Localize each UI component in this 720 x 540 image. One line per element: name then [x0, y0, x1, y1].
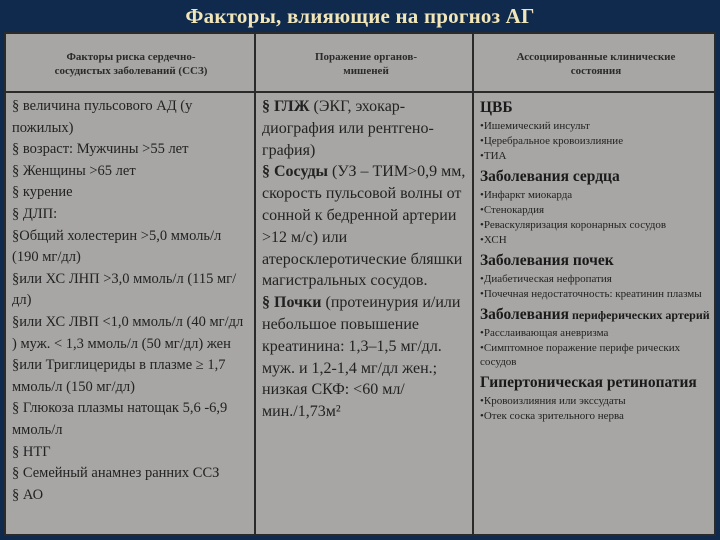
header-associated-conditions: Ассоциированные клинические состояния: [516, 51, 676, 77]
header-risk-factors: Факторы риска сердечно-сосудистых заболеваний (ССЗ): [54, 51, 208, 77]
list-item: •Расслаивающая аневризма: [480, 327, 609, 339]
section-heading: Заболевания сердца: [480, 168, 620, 185]
section-heading: [480, 305, 712, 325]
list-item: •Стенокардия: [480, 204, 545, 216]
item-heading: § Сосуды: [262, 163, 329, 181]
list-item: §Общий холестерин >5,0 ммоль/л (190 мг/дл): [12, 227, 222, 266]
list-item: •Реваскуляризация коронарных сосудов: [480, 219, 667, 231]
section-heading: Заболевания почек: [480, 252, 614, 269]
heading-tail: периферических артерий: [568, 308, 710, 322]
list-item: § возраст: Мужчины >55 лет: [12, 141, 189, 158]
list-item: •Почечная недостаточность: креатинин плазмы: [480, 288, 702, 300]
list-item: •Ишемический инсульт: [480, 120, 590, 132]
list-item: •Диабетическая нефропатия: [480, 273, 612, 285]
list-item: •Симптомное поражение перифе рических сосудов: [480, 342, 681, 368]
associated-conditions-list: [480, 96, 712, 423]
column-divider: [472, 34, 474, 534]
list-item: § ДЛП:: [12, 205, 58, 222]
section-heading: ЦВБ: [480, 99, 513, 116]
list-item: [262, 161, 470, 292]
header-target-organs: Поражение органов-мишеней: [315, 51, 417, 77]
column-divider: [254, 34, 256, 534]
list-item: § курение: [12, 184, 73, 201]
page-title: Факторы, влияющие на прогноз АГ: [185, 4, 535, 28]
list-item: •Церебральное кровоизлияние: [480, 135, 624, 147]
item-text: (ЭКГ, эхокар-диография или рентгено-графия): [262, 98, 434, 159]
list-item: •Кровоизлияния или экссудаты: [480, 395, 626, 407]
list-item: § величина пульсового АД (у пожилых): [12, 98, 193, 136]
list-item: §или Триглицериды в плазме ≥ 1,7 ммоль/л (150 мг/дл): [12, 357, 226, 395]
list-item: §или ХС ЛНП >3,0 ммоль/л (115 мг/дл): [12, 270, 237, 309]
item-text: (протеинурия и/или небольшое повышение креатинина: 1,3–1,5 мг/дл. муж. и 1,2-1,4 мг/дл жен.; низкая СКФ: <60 мл/мин./1,73м²: [262, 294, 461, 421]
list-item: § НТГ: [12, 443, 51, 460]
list-item: §или ХС ЛВП <1,0 ммоль/л (40 мг/дл ) муж. < 1,3 ммоль/л (50 мг/дл) жен: [12, 313, 244, 352]
list-item: § Семейный анамнез ранних ССЗ: [12, 465, 220, 482]
list-item: •ХСН: [480, 234, 507, 246]
list-item: •Отек соска зрительного нерва: [480, 410, 624, 422]
list-item: •ТИА: [480, 150, 507, 162]
item-text: (УЗ – ТИМ>0,9 мм, скорость пульсовой волны от сонной к бедренной артерии >12 м/с) или атеросклеротические бляшки магистральных сосудов.: [262, 163, 466, 290]
heading-main: Заболевания: [480, 306, 569, 323]
section-heading: Гипертоническая ретинопатия: [480, 374, 697, 391]
item-heading: § ГЛЖ: [262, 98, 310, 115]
list-item: § АО: [12, 486, 44, 503]
target-organs-list: [262, 96, 470, 423]
list-item: § Женщины >65 лет: [12, 162, 136, 179]
list-item: [262, 292, 470, 423]
item-heading: § Почки: [262, 294, 322, 312]
list-item: § Глюкоза плазмы натощак 5,6 -6,9 ммоль/л: [12, 400, 228, 438]
risk-factors-list: [12, 96, 250, 506]
list-item: •Инфаркт миокарда: [480, 189, 573, 201]
list-item: [262, 96, 470, 161]
prognosis-table: [4, 32, 716, 536]
